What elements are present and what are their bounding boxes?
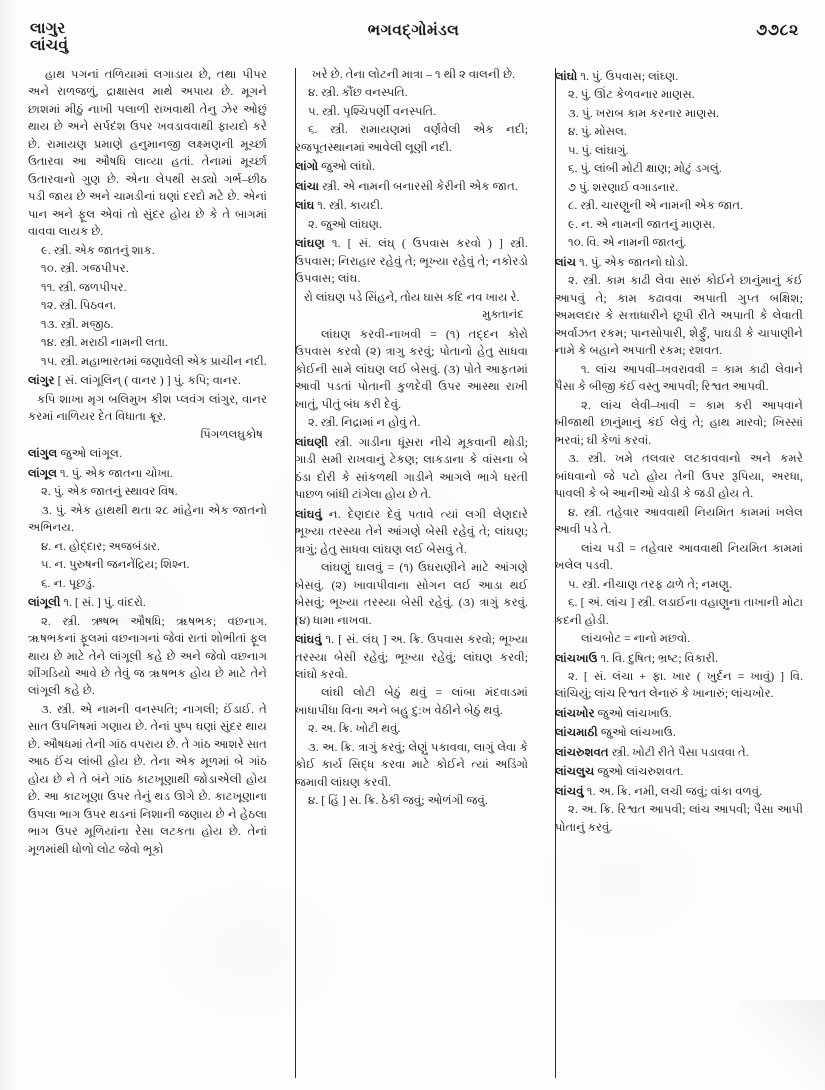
entry-headword: લાંચ — [555, 255, 577, 269]
column-1 — [28, 66, 281, 1082]
entry-definition: ૧. પું. ઉપવાસ; લાંઘ્ણ. — [577, 70, 679, 83]
dictionary-title: ભગવદ્ગોમંડલ — [367, 22, 460, 39]
entry-headword: લાંચખાઉ — [555, 651, 598, 665]
dictionary-entry — [295, 197, 528, 214]
entry-headword: લાંગો — [295, 160, 319, 174]
entry-subsense: લાંઘી લોટી બેઠું થવું = લાંબા મંદવાડમાં ખાધાપીધા વિના અને બહુ દુ:ખ વેઠીને બેઠું થવું. — [295, 686, 528, 717]
entry-definition: સ્ત્રી. ગાડીના ધૂંસરા નીચે મૂકવાની થોડી; ગાડી સમી રાખવાનું ટેકણ; લાકડાના કે વાંસના બે ઠંડા દોરી કે સાંકળથી ગાડીને આગલે ભાગે ધરતી પાછળ બાંધી ટાંગેલા હોય છે તે. — [295, 435, 528, 502]
entry-definition: ૧. [ સં. લંઘ્ ] અ. ક્રિ. ઉપવાસ કરવો; ભૂખ્યા તરસ્યા બેસી રહેવું; ભૂખ્યા રહેવું; લાંઘણ કરવી; લાંઘો કરવો. — [295, 633, 528, 681]
entry-sense: ૭ પું. શરણાઈ વગાડનાર. — [568, 180, 679, 194]
entry-subsense: લાંઘણ કરવી-નાખવી = (૧) તદ્દન કોરો ઉપવાસ કરવો (૨) ત્રાગુ કરવું; પોતાનો હેતુ સાધવા કોઈની સામે લાંઘણ લઈ બેસવું. (૩) પોતે આફતમાં આવી પડતાં પોતાની કુળદેવી ઉપર આસ્થા રાખી ખાતું, પીતું બંધ કરી દેવું. — [295, 327, 528, 411]
entry-headword: લાંઘવું — [295, 507, 322, 521]
entry-sense: ૪. [ હિં ] સ. ક્રિ. ઠેકી જવું; ઓળંગી જવું. — [308, 794, 488, 808]
entry-sense: ૫. ન. પુરુષની જનનેંદ્રિય; શિશ્ન. — [41, 558, 190, 572]
dictionary-entry — [295, 506, 528, 558]
entry-definition: ૧. પું. એક જાતનો ઘોડો. — [576, 255, 688, 269]
dictionary-entry — [555, 783, 803, 800]
entry-definition: ૧. [ સં. ] પું. વાંદરો. — [60, 596, 146, 610]
entry-sense: ૧૦. વિ. એ નામની જાતનું. — [568, 236, 687, 250]
body-paragraph: ખરે છે. તેના લોટની માત્રા – ૧ થી ૨ વાલની છે. — [312, 68, 516, 81]
entry-subsense: લાંઘણું ઘાલવું = (૧) ઉઘરાણીને માટે આંગણે બેસવું. (૨) ખાવાપીવાના સોગન લઈ આડા થઈ બેસવું; ભૂખ્યા તરસ્યા બેસી રહેવું. (૩) ત્રાગું કરવું. (૪) ધામા નાખવા. — [295, 561, 528, 627]
entry-quotation: રો લાંઘણ પડે સિંહને, તોય ઘાસ કદિ નવ ખાય રે. — [304, 290, 520, 304]
entry-quotation: કપિ શાખા મૃગ બલિમુખ કીશ પ્લવંગ લાંગુર, વાનર કરમાં નાળિયર દેત વિધાતા ક્રૂર. — [28, 392, 267, 424]
entry-sense: ૯. સ્ત્રી. એક જાતનું શાક. — [41, 243, 155, 257]
entry-headword: લાંઘવું — [295, 633, 322, 647]
dictionary-entry — [555, 744, 803, 761]
entry-sense: ૯. ન. એ નામની જાતનું માણસ. — [568, 217, 716, 231]
entry-sense: ૨. સ્ત્રી. કામ કાઢી લેવા સારું કોઈને છાનુંમાનું કંઈ આપવું તે; કામ કઢાવવા અપાતી ગુપ્ત બક્ષિશ; અમલદાર કે સત્તાધારીને છૂપી રીતે અપાતી કે લેવાતી અર્વાઝત રકમ; પાનસોપારી, શેર્ફું, પાઘડી કે ચાપાણીને નામે કે બહાને અપાતી રકમ; રશવત. — [555, 274, 803, 358]
dictionary-entry — [295, 434, 528, 504]
entry-sense: ૨. પું. ઊંટ કેળવનાર માણસ. — [568, 88, 695, 102]
entry-definition: ૧. અ. ક્રિ. નમી, લચી જવું; વાંકા વળવું. — [583, 784, 763, 798]
column-3 — [541, 66, 803, 1082]
entry-subsense: ૧. લાંચ આપવી–ખવરાવવી = કામ કાઢી લેવાને પૈસા કે બીજી કંઈ વસ્તુ આપવી; રિશ્વત આપવી. — [555, 362, 803, 394]
dictionary-entry — [555, 68, 803, 85]
entry-sense: ૧૩. સ્ત્રી. મજીઠ. — [41, 317, 114, 331]
entry-sense: ૩. સ્ત્રી. એ નામની વનસ્પતિ; નાગલી; ઈંડાઈ. તે સાત ઉપનિષમાં ગણાય છે. તેનાં પુષ્પ ઘણાં સુંદર થાય છે. ઔષધમાં તેની ગાંઠ વપરાય છે. તે ગાંઠ આશરે સાત આઠ ઈંચ લાંબી હોય છે. તેના એક મૂળમાં બે ગાંઠ હોય છે ને તે બંને ગાંઠ કાટખૂણાથી જોડાએલી હોય છે. આ કાટખૂણા ઉપર તેનું થડ ઊગે છે. કાટખૂણાના ઉપલા ભાગ ઉપર થડનાં નિશાની જણાય છે ને હેઠલા ભાગ ઉપર મૂળિયાંના રેસા લટકતા હોય છે. તેનાં મૂળમાંથી ધોળો લોટ જેવો ભૂકો — [28, 702, 267, 856]
dictionary-entry — [295, 631, 528, 683]
entry-sense: ૬. [ અં. લાંચ ] સ્ત્રી. લડાઈના વહાણુના તાખાની મોટા કદની હોડી. — [555, 596, 803, 627]
entry-sense: ૪. સ્ત્રી. કૌંછ વનસ્પતિ. — [308, 86, 408, 100]
entry-headword: લાંગુલ — [28, 447, 58, 461]
entry-sense: ૨. પું. એક જાતનું સ્થાવર વિષ. — [41, 485, 178, 499]
entry-definition: જુઓ લાંગૂલ. — [57, 447, 123, 461]
entry-definition: ૧. સ્ત્રી. કાયદી. — [314, 199, 384, 213]
entry-sense: ૨. સ્ત્રી. નિદ્રામાં ન હોવું તે. — [308, 416, 421, 430]
entry-definition: [ સં. લાંગૂલિન્ ( વાનર ) ] પું. કપિ; વાનર. — [54, 374, 242, 388]
entry-definition: સ્ત્રી. ખોટી રીતે પૈસા પડાવવા તે. — [608, 745, 749, 759]
entry-headword: લાંચા — [295, 179, 320, 193]
entry-sense: ૪. પું. મોસલ. — [568, 125, 627, 139]
dictionary-entry — [28, 465, 267, 482]
dictionary-entry — [555, 705, 803, 722]
column-container — [28, 66, 803, 1082]
entry-definition: ૧. [ સં. લંઘ્ ( ઉપવાસ કરવો ) ] સ્ત્રી. ઉપવાસ; નિરાહાર રહેવું તે; ભૂખ્યા રહેવું તે; નકોરડો ઉપવાસ; લાંઘ. — [295, 237, 528, 286]
entry-definition: જુઓ લાંઘો. — [318, 160, 376, 174]
entry-definition: ન. દેણદાર દેવું પતાવે ત્યાં લગી લેણદારે ભૂખ્યા તરસ્યા તેને આંગણે બેસી રહેવું તે; લાંઘણ; ત્રાગું; હેતુ સાધવા લાંઘણ લઈ બેસવું તે. — [295, 507, 528, 556]
entry-headword: લાંગુર — [28, 374, 55, 388]
entry-sense: ૧૧. સ્ત્રી. જળપીપર. — [41, 280, 127, 294]
entry-subsense: લાંચબોટ = નાનો મછવો. — [581, 632, 691, 646]
entry-subsense: લાંચ પડી = તહેવાર આવવાથી નિયમિત કામમાં ખલેલ પડવી. — [555, 541, 803, 573]
running-head-left-line1: લાગુર — [30, 20, 66, 37]
entry-definition: સ્ત્રી. એ નામની બનારસી કેરીની એક જાત. — [319, 179, 518, 193]
dictionary-entry — [555, 254, 803, 271]
dictionary-entry — [555, 724, 803, 741]
entry-sense: ૧૦. સ્ત્રી. ગજપીપર. — [41, 262, 129, 276]
page-left-edge-shadow — [0, 0, 16, 1090]
quotation-citation: મુક્તાનંદ — [482, 308, 524, 322]
dictionary-entry — [28, 445, 267, 462]
entry-headword: લાંચરુશવત — [555, 745, 609, 759]
entry-sense: ૩. સ્ત્રી. ખમે તલવાર લટકાવવાનો અને કમરે બાંધવાનો જે પટો હોય તેની ઉપર રૂપિયા, અરધા, પાવલી કે બે આનીઓ ચોડી કે જડી હોય તે. — [555, 452, 803, 501]
entry-sense: ૧૨. સ્ત્રી. પિઠવન. — [41, 299, 117, 313]
entry-definition: જુઓ લાંચરુશવત. — [594, 765, 684, 779]
entry-sense: ૫. સ્ત્રી. નીચાણ તરફ ઢાળે તે; નમણુ. — [568, 577, 733, 591]
page-number: ૭૭૮૨ — [756, 22, 799, 39]
entry-subsense: ૨. લાંચ લેવી–ખાવી = કામ કરી આપવાને બીજાથી છાનુંમાનું કંઈ લેવું તે; હાથ મારવો; ખિસ્સાં ભરવાં; ઘી કેળાં કરવાં. — [555, 398, 803, 447]
entry-sense: ૫. સ્ત્રી. પૃશ્ચિપર્ણી વનસ્પતિ. — [308, 104, 437, 118]
dictionary-entry — [295, 178, 528, 195]
dictionary-entry — [295, 158, 528, 175]
entry-headword: લાંગૂલ — [28, 466, 58, 480]
entry-headword: લાંઘ — [295, 199, 315, 213]
entry-headword: લાંઘણ — [295, 237, 325, 251]
entry-sense: ૬. સ્ત્રી. રામાયણમાં વર્ણવેલી એક નદી; રજપૂતસ્થાનમાં આવેલી લૂણી નદી. — [295, 123, 528, 154]
dictionary-entry — [295, 235, 528, 287]
entry-sense: ૨. જુઓ લાંઘણ. — [308, 217, 382, 231]
entry-headword: લાંગૂલી — [28, 596, 61, 610]
entry-sense: ૫. પું. લાંઘાગું. — [568, 143, 629, 157]
entry-sense: ૨. અ. ક્રિ. ખોટી થવું. — [308, 722, 401, 736]
entry-definition: ૧. પું. એક જાતના ચોખા. — [57, 466, 173, 480]
entry-sense: ૪. સ્ત્રી. તહેવાર આવવાથી નિયમિત કામમાં ખલેલ આવી પડે તે. — [555, 505, 803, 537]
entry-sense: ૨. અ. ક્રિ. રિશ્વત આપવી; લાંચ આપવી; પૈસા આપી પોતાનું કરવું. — [555, 803, 803, 834]
entry-sense: ૪. ન. હોદ્દાર; અજબંડાર. — [41, 539, 160, 553]
entry-sense: ૧૫. સ્ત્રી. મહાભારતમાં જણાવેલી એક પ્રાચીન નદી. — [41, 354, 267, 368]
entry-headword: લાંચલુચ — [555, 765, 595, 779]
entry-sense: ૩. પું. ખરાબ કામ કરનાર માણસ. — [568, 106, 720, 120]
column-2 — [281, 66, 541, 1082]
entry-headword: લાંચખોર — [555, 706, 595, 720]
entry-sense: ૮. સ્ત્રી. ચારણુની એ નામની એક જાત. — [568, 199, 744, 213]
entry-sense: ૩. અ. ક્રિ. ત્રાગું કરવું; લેણું પકાવવા, લાગું લેવા કે કોઈ કાર્ય સિદ્ધ કરવા માટે કોઈને ત્યાં અડિંગો જમાવી લાંઘણ કરવી. — [295, 740, 528, 789]
entry-definition: જુઓ લાંચખાઉ. — [597, 726, 676, 740]
entry-headword: લાંઘો — [555, 70, 578, 83]
entry-sense: ૨. [ સં. લંચા + ફા. ખાર ( ખુર્દન = ખાવું) ] વિ. લાંચિયું; લાંચ રિશ્વત લેનારું કે ખાનારું; લાંચખોર. — [555, 669, 803, 701]
body-paragraph: હાથ પગનાં તળિયામાં લગાડાય છે, તથા પીપર અને રાળજળું, દ્રાક્ષાસવ માથે અપાય છે. મૂગને છાશમાં મીઠું નાખી પલાળી રાખવાથી તેનુ ઝેર ઓછું થાય છે અને સર્પદંશ ઉપર ખવડાવવાથી ફાયદો કરે છે. રામાયણ પ્રમાણે હનુમાનજી લક્ષ્મણની મૂર્ચ્છા ઉતારવા આ ઔષધિ લાવ્યા હતાં. તેનામાં મૂર્ચ્છા ઉતારવાનો ગુણ છે. એના લેપથી સડ્યો ગર્ભ–છીઠ પડી જાય છે અને ચામડીનાં ઘણાં દરદો મટે છે. એનાં પાન અને ફૂલ એવાં તો સુંદર હોય છે કે તે બાગમાં વાવવા લાયક છે. — [28, 68, 267, 239]
entry-headword: લાંચમાઠી — [555, 726, 598, 740]
running-head-left-line2: લાંચવું — [30, 37, 69, 55]
entry-sense: ૬. ન. પૂછડું. — [41, 576, 96, 590]
entry-sense: ૨. સ્ત્રી. ઋષભ ઔષધિ; ૠષભક; વછનાગ. ૠષભકનાં ફૂલમાં વછનાગનાં જેવાં રાતાં શોભીતાં ફૂલ થાય છે માટે તેને લાંગૂલી કહે છે અને જેવો વછનાગ શીંગડિયો આવે છે તેવું જ ૠષભક હોય છે માટે તેને લાંગૂલી કહે છે. — [28, 614, 267, 698]
entry-headword: લાંઘણી — [295, 435, 328, 449]
entry-sense: ૬. પું. લાંબી મોટી ક્ષાણ; મોટું ડગલું. — [568, 162, 722, 176]
running-head — [28, 20, 799, 64]
entry-definition: જુઓ લાંચખાઉ. — [594, 706, 672, 720]
entry-sense: ૩. પું. એક હાથથી થતા ૨૮ માંહેના એક જાતનો અભિનય. — [28, 503, 267, 535]
dictionary-entry — [555, 650, 803, 667]
quotation-citation: પિંગળલઘુકોષ — [200, 427, 263, 441]
dictionary-entry — [555, 763, 803, 780]
entry-headword: લાંચવું — [555, 784, 584, 798]
dictionary-entry — [28, 594, 267, 611]
dictionary-entry — [28, 372, 267, 389]
entry-definition: ૧. વિ. દુષિત; ભ્રષ્ટ; વિકારી. — [597, 651, 719, 665]
entry-sense: ૧૪. સ્ત્રી. મરાઠી નામની લતા. — [41, 336, 168, 350]
